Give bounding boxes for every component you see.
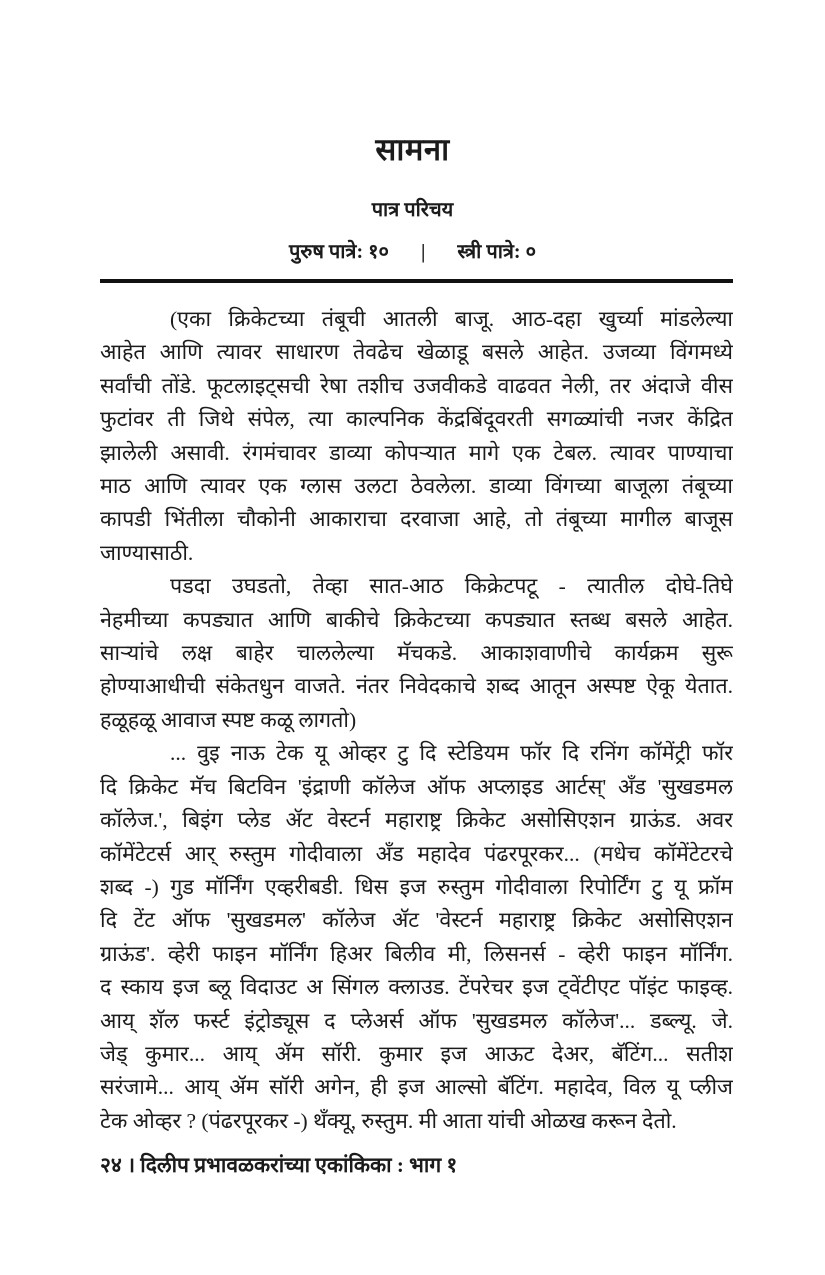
body-line: (एका क्रिकेटच्या तंबूची आतली बाजू. आठ-दहा खुर्च्या मांडलेल्या <box>170 307 733 331</box>
female-cast-count: स्त्री पात्रे: ० <box>457 241 536 263</box>
body-line: टेक ओव्हर ? (पंढरपूरकर -) थँक्यू, रुस्तुम. मी आता यांची ओळख करून देतो. <box>100 1108 677 1133</box>
cast-section-heading: पात्र परिचय <box>371 199 454 221</box>
body-line: फुटांवर ती जिथे संपेल, त्या काल्पनिक केंद्रबिंदूवरती सगळ्यांची नजर केंद्रित <box>100 407 733 432</box>
body-line: आय् शॅल फर्स्ट इंट्रोड्यूस द प्लेअर्स ऑफ 'सुखडमल कॉलेज'... डब्ल्यू. जे. <box>100 1008 733 1033</box>
page-content <box>100 279 733 1138</box>
body-line: सरंजामे... आय् ॲम सॉरी अगेन, ही इज आल्सो बॅटिंग. महादेव, विल यू प्लीज <box>100 1075 733 1100</box>
body-line: जेड् कुमार... आय् ॲम सॉरी. कुमार इज आऊट देअर, बॅटिंग... सतीश <box>100 1041 733 1066</box>
body-line: कापडी भिंतीला चौकोनी आकाराचा दरवाजा आहे, तो तंबूच्या मागील बाजूस <box>100 507 733 532</box>
body-line: हळूहळू आवाज स्पष्ट कळू लागतो) <box>100 707 357 732</box>
body-line: माठ आणि त्यावर एक ग्लास उलटा ठेवलेला. डाव्या विंगच्या बाजूला तंबूच्या <box>100 474 733 499</box>
page-title: सामना <box>375 132 450 167</box>
paragraph <box>100 570 733 737</box>
body-text <box>100 303 733 1138</box>
cast-count-line <box>0 237 825 264</box>
body-line: जाण्यासाठी. <box>100 540 194 565</box>
body-line: दि टेंट ऑफ 'सुखडमल' कॉलेज ॲट 'वेस्टर्न महाराष्ट्र क्रिकेट असोसिएशन <box>100 908 733 933</box>
body-line: नेहमीच्या कपड्यात आणि बाकीचे क्रिकेटच्या कपड्यात स्तब्ध बसले आहेत. <box>100 607 733 632</box>
male-cast-count: पुरुष पात्रे: १० <box>289 241 389 263</box>
body-line: कॉलेज.', बिइंग प्लेड ॲट वेस्टर्न महाराष्ट्र क्रिकेट असोसिएशन ग्राऊंड. अवर <box>100 808 733 833</box>
body-line: कॉमेंटेटर्स आर् रुस्तुम गोदीवाला अँड महादेव पंढरपूरकर... (मधेच कॉमेंटेटरचे <box>100 841 733 866</box>
body-line: पडदा उघडतो, तेव्हा सात-आठ किक्रेटपटू - त्यातील दोघे-तिघे <box>170 574 733 599</box>
body-line: ... वुइ नाऊ टेक यू ओव्हर टु दि स्टेडियम फॉर दि रनिंग कॉमेंट्री फॉर <box>170 741 733 766</box>
header-divider-rule <box>100 279 733 283</box>
body-line: शब्द -) गुड मॉर्निंग एव्हरीबडी. धिस इज रुस्तुम गोदीवाला रिपोर्टिंग टु यू फ्रॉम <box>100 874 733 899</box>
body-line: दि क्रिकेट मॅच बिटविन 'इंद्राणी कॉलेज ऑफ अप्लाइड आर्टस्' अँड 'सुखडमल <box>100 774 733 799</box>
body-line: ग्राऊंड'. व्हेरी फाइन मॉर्निंग हिअर बिलीव मी, लिसनर्स - व्हेरी फाइन मॉर्निंग. <box>100 941 733 966</box>
body-line: साऱ्यांचे लक्ष बाहेर चाललेल्या मॅचकडे. आकाशवाणीचे कार्यक्रम सुरू <box>100 641 733 666</box>
body-line: द स्काय इज ब्लू विदाउट अ सिंगल क्लाउड. टेंपरेचर इज ट्वेंटीएट पॉइंट फाइव्ह. <box>100 975 733 1000</box>
body-line: होण्याआधीची संकेतधुन वाजते. नंतर निवेदकाचे शब्द आतून अस्पष्ट ऐकू येतात. <box>100 674 733 699</box>
cast-divider: | <box>420 241 426 263</box>
page-header <box>0 0 825 264</box>
body-line: आहेत आणि त्यावर साधारण तेवढेच खेळाडू बसले आहेत. उजव्या विंगमध्ये <box>100 340 733 365</box>
page-footer: २४ । दिलीप प्रभावळकरांच्या एकांकिका : भाग १ <box>100 1153 458 1177</box>
paragraph <box>100 737 733 1138</box>
body-line: सर्वांची तोंडे. फूटलाइट्सची रेषा तशीच उजवीकडे वाढवत नेली, तर अंदाजे वीस <box>100 373 733 398</box>
paragraph <box>100 303 733 570</box>
body-line: झालेली असावी. रंगमंचावर डाव्या कोपऱ्यात मागे एक टेबल. त्यावर पाण्याचा <box>100 440 733 465</box>
